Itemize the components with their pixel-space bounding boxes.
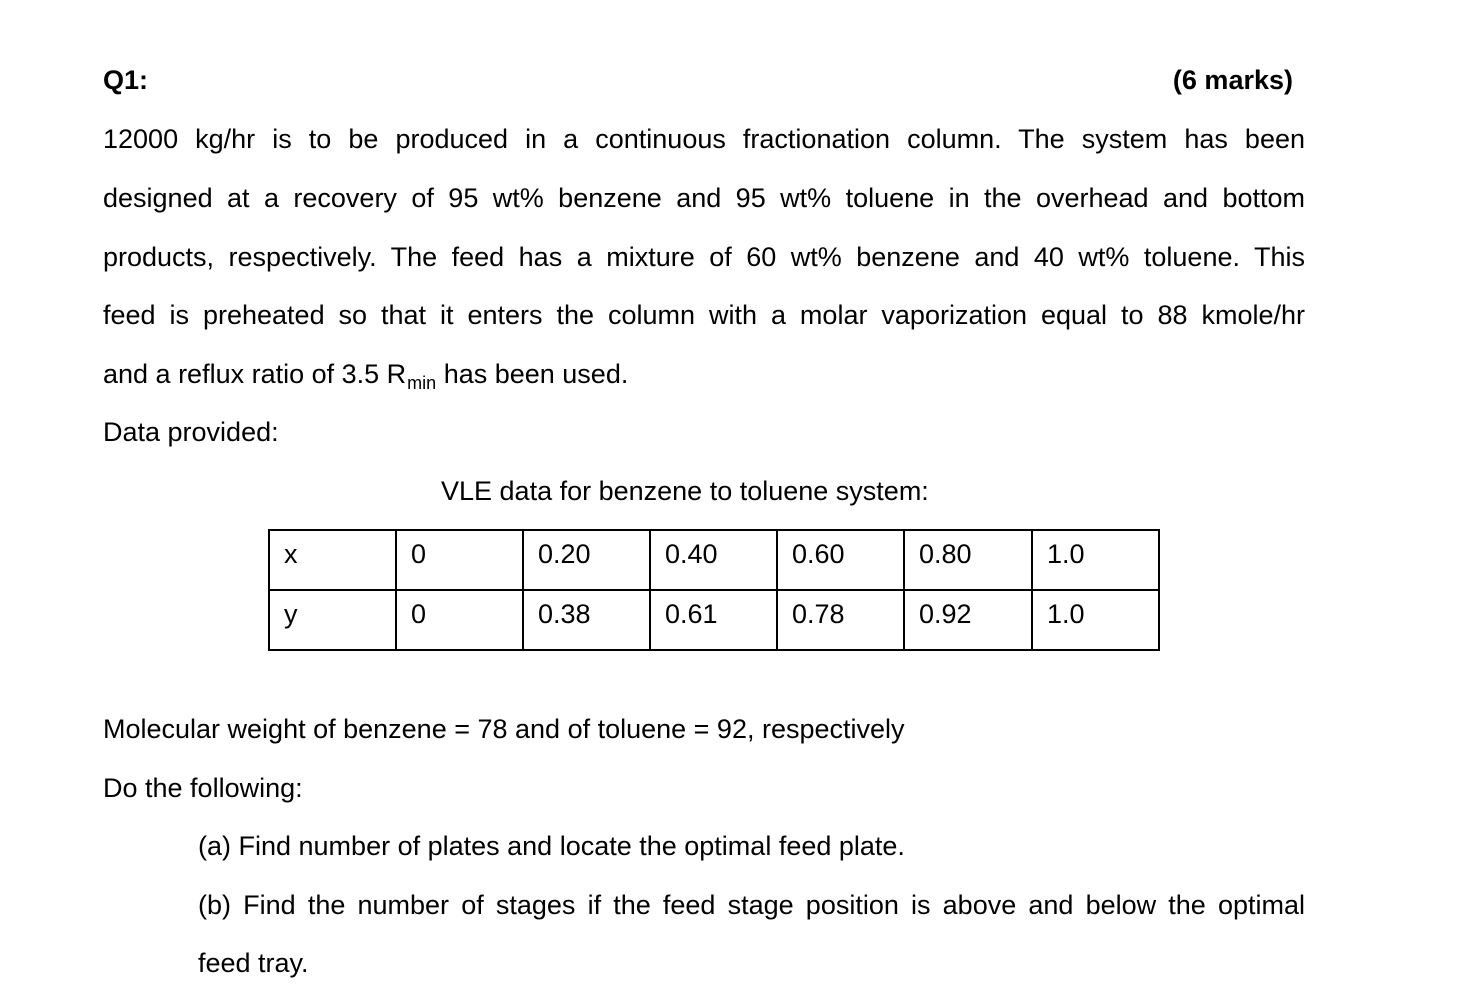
table-cell: 0.40 <box>650 530 777 590</box>
table-cell: 0 <box>396 590 523 650</box>
table-row <box>269 530 1159 590</box>
table-row <box>269 590 1159 650</box>
molecular-weight-text: Molecular weight of benzene = 78 and of toluene = 92, respectively <box>103 714 905 744</box>
vle-table <box>268 529 1160 651</box>
paragraph-line-2: designed at a recovery of 95 wt% benzene and 95 wt% toluene in the overhead and bottom <box>103 183 1305 213</box>
row-label-x: x <box>269 530 396 590</box>
table-cell: 0.20 <box>523 530 650 590</box>
task-b-line-1: (b) Find the number of stages if the feed stage position is above and below the optimal <box>198 890 1305 920</box>
paragraph-line-5-end: has been used. <box>436 359 629 389</box>
table-cell: 1.0 <box>1032 590 1159 650</box>
rmin-subscript: min <box>407 373 437 393</box>
row-label-y: y <box>269 590 396 650</box>
paragraph-line-5 <box>103 357 628 394</box>
vle-table-caption: VLE data for benzene to toluene system: <box>441 476 929 506</box>
table-cell: 0.80 <box>904 530 1032 590</box>
table-cell: 0.61 <box>650 590 777 650</box>
table-cell: 0.60 <box>777 530 904 590</box>
data-provided-label: Data provided: <box>103 417 279 447</box>
table-cell: 1.0 <box>1032 530 1159 590</box>
paragraph-line-1: 12000 kg/hr is to be produced in a continuous fractionation column. The system has been <box>103 124 1305 154</box>
table-cell: 0 <box>396 530 523 590</box>
question-marks: (6 marks) <box>1172 65 1293 95</box>
paragraph-line-3: products, respectively. The feed has a mixture of 60 wt% benzene and 40 wt% toluene. This <box>103 242 1305 272</box>
paragraph-line-4: feed is preheated so that it enters the column with a molar vaporization equal to 88 kmole/hr <box>103 300 1305 330</box>
question-label: Q1: <box>103 65 149 95</box>
table-cell: 0.38 <box>523 590 650 650</box>
paragraph-line-5-start: and a reflux ratio of 3.5 R <box>103 359 407 389</box>
do-following-label: Do the following: <box>103 773 303 803</box>
table-cell: 0.78 <box>777 590 904 650</box>
task-a: (a) Find number of plates and locate the optimal feed plate. <box>198 831 905 861</box>
table-cell: 0.92 <box>904 590 1032 650</box>
task-b-line-2: feed tray. <box>198 948 309 978</box>
